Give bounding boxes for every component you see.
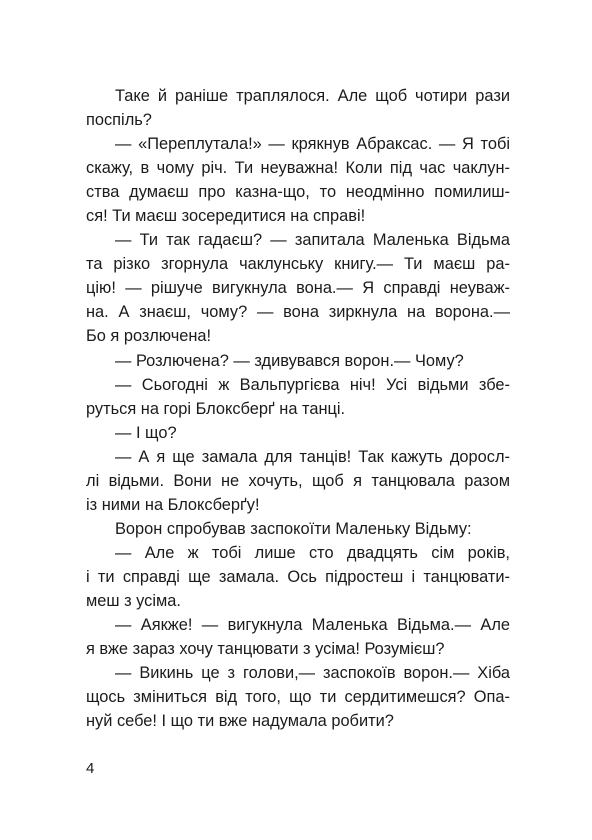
text-line: Бо я розлючена! <box>86 327 212 346</box>
text-line: цію! — рішуче вигукнула вона.— Я справді неуваж- <box>86 279 510 298</box>
text-line: Таке й раніше траплялося. Але щоб чотири рази <box>115 87 510 105</box>
text-line: — І що? <box>115 423 177 442</box>
text-line: нуй себе! І що ти вже надумала робити? <box>86 712 394 731</box>
text-line: ства думаєш про казна-що, то неодмінно помилиш- <box>86 183 510 202</box>
book-page-text <box>86 84 510 733</box>
text-line: щось зміниться від того, що ти сердитимешся? Опа- <box>86 688 510 707</box>
text-line: Ворон спробував заспокоїти Маленьку Відьму: <box>115 519 472 538</box>
text-line: — Ти так гадаєш? — запитала Маленька Відьма <box>115 231 510 250</box>
text-line: і ти справді ще замала. Ось підростеш і танцювати- <box>86 567 510 586</box>
text-line: скажу, в чому річ. Ти неуважна! Коли під час чаклун- <box>86 159 510 178</box>
text-line: — Сьогодні ж Вальпургієва ніч! Усі відьми збе- <box>115 375 510 394</box>
text-line: — Викинь це з голови,— заспокоїв ворон.— Хіба <box>115 664 510 683</box>
text-line: ся! Ти маєш зосередитися на справі! <box>86 207 366 226</box>
text-line: руться на горі Блоксберґ на танці. <box>86 399 346 418</box>
text-line: лі відьми. Вони не хочуть, щоб я танцювала разом <box>86 471 510 490</box>
text-line: меш з усіма. <box>86 591 181 610</box>
text-line: — Але ж тобі лише сто двадцять сім років, <box>115 543 510 562</box>
text-line: — А я ще замала для танців! Так кажуть доросл- <box>115 447 510 466</box>
text-line: — «Переплутала!» — крякнув Абраксас. — Я тобі <box>115 135 510 154</box>
text-line: я вже зараз хочу танцювати з усіма! Розумієш? <box>86 640 445 659</box>
text-line: — Аякже! — вигукнула Маленька Відьма.— Але <box>115 616 510 635</box>
text-line: — Розлючена? — здивувався ворон.— Чому? <box>115 351 464 370</box>
text-line: із ними на Блоксберґу! <box>86 495 260 514</box>
text-line: поспіль? <box>86 111 152 130</box>
page-number: 4 <box>86 760 95 777</box>
text-line: та різко згорнула чаклунську книгу.— Ти маєш ра- <box>86 255 510 274</box>
text-line: на. А знаєш, чому? — вона зиркнула на ворона.— <box>86 303 510 322</box>
